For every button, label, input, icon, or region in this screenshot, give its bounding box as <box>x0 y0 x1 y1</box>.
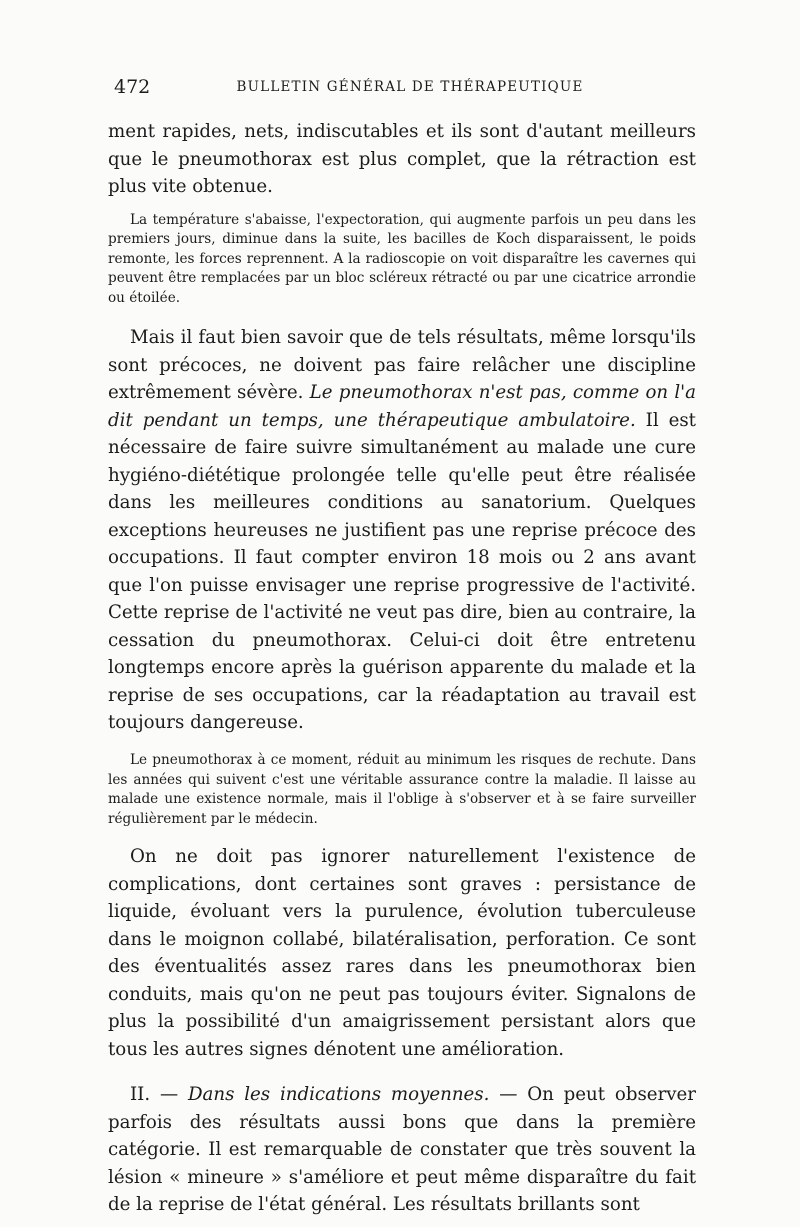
paragraph-5: On ne doit pas ignorer naturellement l'existence de complications, dont certaines sont graves : persistance de liquide, évoluant vers la purulence, évolution tuberculeuse dans le moignon collabé, bilatéralisation, perforation. Ce sont des éventualités assez rares dans les pneumothorax bien conduits, mais qu'on ne peut pas toujours éviter. Signalons de plus la possibilité d'un amaigrissement persistant alors que tous les autres signes dénotent une amélioration. <box>108 846 696 1060</box>
paragraph-3-italic-statement: Le pneumothorax n'est pas, comme on l'a dit pendant un temps, une thérapeutique ambulatoire. <box>108 382 697 431</box>
running-title: BULLETIN GÉNÉRAL DE THÉRAPEUTIQUE <box>236 79 584 95</box>
scan-noise-gap <box>108 1063 696 1081</box>
section-ii-text: — On peut observer parfois des résultats aussi bons que dans la première catégorie. Il est remarquable de constater que très souvent la lésion « mineure » s'améliore et peut même disparaître du fait de la reprise de l'état général. Les résultats brillants sont <box>108 1084 697 1216</box>
paragraph-3 <box>108 324 696 737</box>
section-ii-number: II. — <box>130 1084 188 1106</box>
page-header <box>114 76 694 106</box>
paragraph-3-text: Mais il faut bien savoir que de tels résultats, même lorsqu'ils sont précoces, ne doivent pas faire relâcher une discipline extrêmement sévère. <box>108 327 696 404</box>
section-ii-title: Dans les indications moyennes. <box>187 1084 490 1106</box>
paragraph-3-continuation: Il est nécessaire de faire suivre simultanément au malade une cure hygiéno-diététique prolongée telle qu'elle peut être réalisée dans les meilleures conditions au sanatorium. Quelques exceptions heureuses ne justifient pas une reprise précoce des occupations. Il faut compter environ 18 mois ou 2 ans avant que l'on puisse envisager une reprise progressive de l'activité. Cette reprise de l'activité ne veut pas dire, bien au contraire, la cessation du pneumothorax. Celui-ci doit être entretenu longtemps encore après la guérison apparente du malade et la reprise de ses occupations, car la réadaptation au travail est toujours dangereuse. <box>108 409 696 734</box>
page-number: 472 <box>114 76 151 98</box>
paragraph-1: ment rapides, nets, indiscutables et ils sont d'autant meilleurs que le pneumothorax est plus complet, que la rétraction est plus vite obtenue. <box>108 121 696 197</box>
paragraph-6-section-ii <box>108 1081 696 1219</box>
body-text <box>108 118 696 1219</box>
paragraph-2-small-print: La température s'abaisse, l'expectoration, qui augmente parfois un peu dans les premiers jours, diminue dans la suite, les bacilles de Koch disparaissent, le poids remonte, les forces reprennent. A la radioscopie on voit disparaître les cavernes qui peuvent être remplacées par un bloc scléreux rétracté ou par une cicatrice arrondie ou étoilée. <box>108 211 696 306</box>
paragraph-4-small-print: Le pneumothorax à ce moment, réduit au minimum les risques de rechute. Dans les années qui suivent c'est une véritable assurance contre la maladie. Il laisse au malade une existence normale, mais il l'oblige à s'observer et à se faire surveiller régulièrement par le médecin. <box>108 751 696 827</box>
